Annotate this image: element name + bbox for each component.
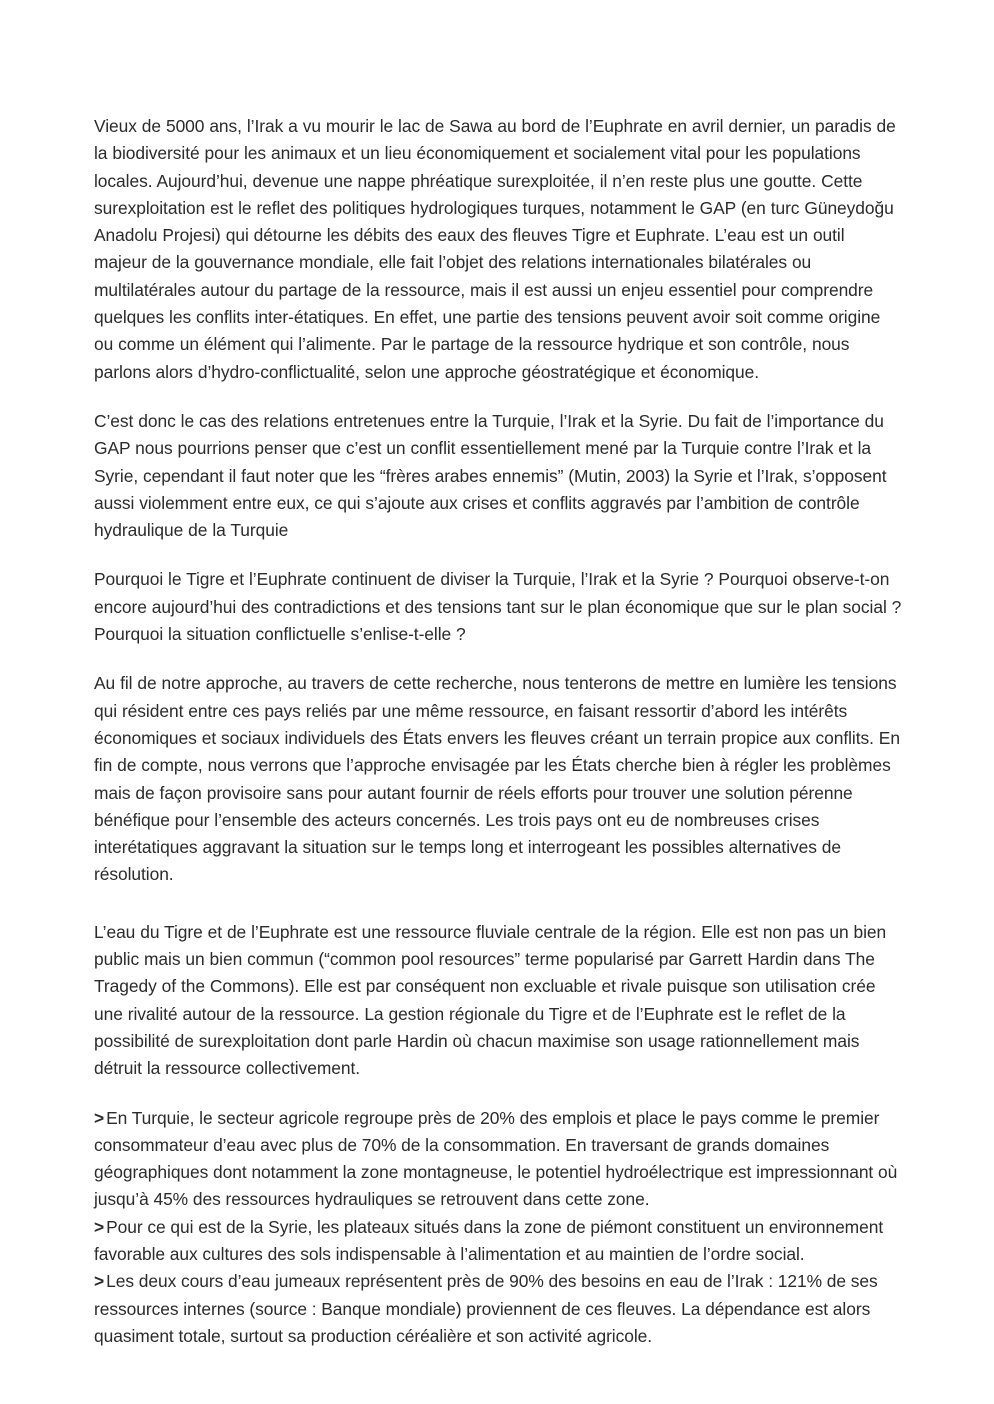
list-item-text: En Turquie, le secteur agricole regroupe près de 20% des emplois et place le pays comme le premier consommateur d’eau avec plus de 70% de la consommation. En traversant de grands domaines géographiques dont notamment la zone montagneuse, le potentiel hydroélectrique est impressionnant où jusqu’à 45% des ressources hydrauliques se retrouvent dans cette zone.	[94, 1107, 898, 1210]
chevron-right-bullet-icon: >	[94, 1216, 105, 1237]
list-item-text: Les deux cours d’eau jumeaux représentent près de 90% des besoins en eau de l’Irak : 121% de ses ressources internes (source : Banque mondiale) proviennent de ces fleuves. La dépendance est alors quasiment totale, surtout sa production céréalière et son activité agricole.	[94, 1271, 878, 1346]
paragraph-questions-problematique: Pourquoi le Tigre et l’Euphrate continuent de diviser la Turquie, l’Irak et la Syrie ? Pourquoi observe-t-on encore aujourd’hui des contradictions et des tensions tant sur le plan économique que sur le plan social ? Pourquoi la situation conflictuelle s’enlise-t-elle ?	[94, 569, 902, 645]
document-body	[94, 113, 902, 1350]
paragraph-relations-turquie-irak-syrie: C’est donc le cas des relations entretenues entre la Turquie, l’Irak et la Syrie. Du fait de l’importance du GAP nous pourrions penser que c’est un conflit essentiellement mené par la Turquie contre l’Irak et la Syrie, cependant il faut noter que les “frères arabes ennemis” (Mutin, 2003) la Syrie et l’Irak, s’opposent aussi violemment entre eux, ce qui s’ajoute aux crises et conflits aggravés par l’ambition de contrôle hydraulique de la Turquie	[94, 410, 887, 541]
bullet-list	[94, 1105, 902, 1351]
list-item	[94, 1268, 902, 1350]
chevron-right-bullet-icon: >	[94, 1271, 105, 1292]
list-item	[94, 1214, 902, 1269]
list-item-text: Pour ce qui est de la Syrie, les plateaux situés dans la zone de piémont constituent un environnement favorable aux cultures des sols indispensable à l’alimentation et au maintien de l’ordre social.	[94, 1216, 884, 1264]
chevron-right-bullet-icon: >	[94, 1107, 105, 1128]
paragraph-intro-sawa: Vieux de 5000 ans, l’Irak a vu mourir le lac de Sawa au bord de l’Euphrate en avril dernier, un paradis de la biodiversité pour les animaux et un lieu économiquement et socialement vital pour les populations locales. Aujourd’hui, devenue une nappe phréatique surexploitée, il n’en reste plus une goutte. Cette surexploitation est le reflet des politiques hydrologiques turques, notamment le GAP (en turc Güneydoğu Anadolu Projesi) qui détourne les débits des eaux des fleuves Tigre et Euphrate. L’eau est un outil majeur de la gouvernance mondiale, elle fait l’objet des relations internationales bilatérales ou multilatérales autour du partage de la ressource, mais il est aussi un enjeu essentiel pour comprendre quelques les conflits inter-étatiques. En effet, une partie des tensions peuvent avoir soit comme origine ou comme un élément qui l’alimente. Par le partage de la ressource hydrique et son contrôle, nous parlons alors d’hydro-conflictualité, selon une approche géostratégique et économique.	[94, 116, 896, 382]
list-item	[94, 1105, 902, 1214]
paragraph-common-pool-resources: L’eau du Tigre et de l’Euphrate est une ressource fluviale centrale de la région. Elle est non pas un bien public mais un bien commun (“common pool resources” terme popularisé par Garrett Hardin dans The Tragedy of the Commons). Elle est par conséquent non excluable et rivale puisque son utilisation crée une rivalité autour de la ressource. La gestion régionale du Tigre et de l’Euphrate est le reflet de la possibilité de surexploitation dont parle Hardin où chacun maximise son usage rationnellement mais détruit la ressource collectivement.	[94, 921, 887, 1079]
paragraph-approche-recherche: Au fil de notre approche, au travers de cette recherche, nous tenterons de mettre en lumière les tensions qui résident entre ces pays reliés par une même ressource, en faisant ressortir d’abord les intérêts économiques et sociaux individuels des États envers les fleuves créant un terrain propice aux conflits. En fin de compte, nous verrons que l’approche envisagée par les États cherche bien à régler les problèmes mais de façon provisoire sans pour autant fournir de réels efforts pour trouver une solution pérenne bénéfique pour l’ensemble des acteurs concernés. Les trois pays ont eu de nombreuses crises interétatiques aggravant la situation sur le temps long et interrogeant les possibles alternatives de résolution.	[94, 673, 900, 885]
